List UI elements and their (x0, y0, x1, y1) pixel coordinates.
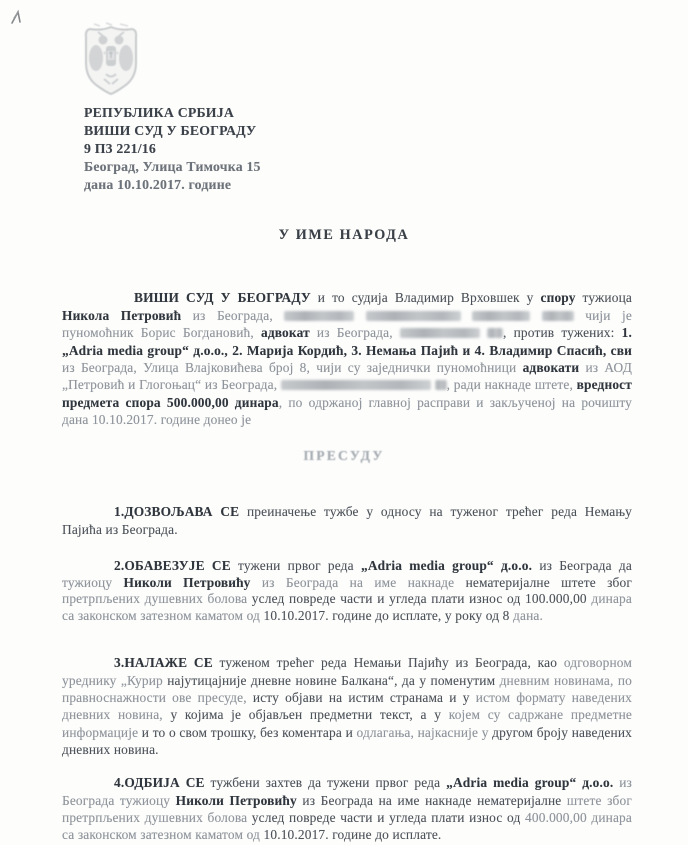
text-run: истом формату наведених дневних новина, (62, 689, 633, 723)
text-run: штете због претрпљених душевних болова (62, 792, 632, 825)
text-run: нематеријалне штете због (465, 574, 632, 590)
text-run: тужиоца (575, 290, 632, 306)
text-run: вредност предмета спора 500.000,00 динара (62, 377, 632, 410)
text-run: и то судија Владимир Врховшек у (310, 290, 541, 306)
text-run: дневним новинама, по правноснажности ове пресуде, (62, 672, 632, 705)
text-run: дана. (513, 607, 543, 623)
pen-mark-icon (9, 9, 27, 27)
redacted-text (281, 380, 431, 390)
redacted-text (284, 311, 354, 321)
redacted-text (366, 311, 461, 321)
in-the-name-of-the-people-heading: У ИМЕ НАРОДА (278, 227, 410, 243)
text-run: 4.ОДБИЈА СЕ (114, 775, 205, 791)
text-run: Николи Петровићу (123, 574, 251, 590)
text-run: 400.000,00 динара са законском затезном каматом од (62, 809, 632, 843)
text-run: исту објави на истим странама и у (252, 689, 476, 705)
header-line-case-number: 9 П3 221/16 (84, 141, 156, 156)
text-run: 10.10.2017. године до исплате, у року од 8 (263, 607, 514, 623)
judgment-point-2 (62, 558, 632, 624)
intro-paragraph (62, 289, 632, 428)
text-run: адвокат (261, 325, 310, 341)
court-header (84, 104, 261, 194)
text-run: најутицајније дневне новине Балкана“, да у поменутим (167, 672, 500, 688)
text-run: тужиоцу (62, 574, 124, 590)
text-run: „Adria media group“ д.о.о. (446, 775, 614, 791)
judgment-point-1 (62, 503, 632, 538)
text-run (530, 308, 541, 323)
header-line-republic: РЕПУБЛИКА СРБИЈА (84, 105, 235, 120)
header-line-address: Београд, Улица Тимочка 15 (84, 159, 261, 174)
text-run: 1. „Adria media group“ д.о.о., 2. Марија Кордић, 3. Немања Пајић и 4. Владимир Спасић, сви (62, 325, 632, 358)
text-run: из Београда на име накнаде (250, 574, 466, 590)
text-run: из Београда, (309, 325, 400, 341)
text-run (480, 325, 487, 340)
text-run: и то о свом трошку, без коментара и (141, 724, 357, 740)
text-run: из Београда да (532, 558, 632, 574)
text-run: 2.ОБАВЕЗУЈЕ СЕ (114, 558, 231, 574)
judgment-point-3 (62, 654, 632, 758)
text-run (461, 308, 472, 323)
header-line-court: ВИШИ СУД У БЕОГРАДУ (84, 123, 257, 138)
text-run: динара са законском затезном каматом од (62, 591, 632, 623)
redacted-text (472, 311, 530, 321)
text-run: у којима је објављен предметни текст, а у (170, 707, 449, 723)
text-run: ВИШИ СУД У БЕОГРАДУ (134, 290, 311, 306)
redacted-text (435, 380, 447, 390)
text-run: 3.НАЛАЖЕ СЕ (114, 655, 213, 671)
text-run: одговорном уреднику „Курир (62, 655, 632, 688)
text-run: 1.ДОЗВОЉАВА СЕ (114, 504, 240, 520)
text-run: , ради накнаде штете, (446, 377, 577, 393)
text-run: другом броју наведених дневних новина. (62, 724, 632, 757)
judgment-point-4 (62, 774, 632, 843)
text-run: , по одржаној главној расправи и закљученој на рочишту дана 10.10.2017. године донео је (62, 394, 633, 428)
text-run: тужбени захтев да тужени првог реда (204, 775, 447, 791)
text-run: којем су садржане предметне информације (62, 707, 633, 740)
redacted-text (487, 328, 503, 338)
text-run: из Београда, (181, 307, 285, 323)
text-run: спору (540, 290, 576, 306)
text-run: из АОД „Петровић и Глогоњац“ из Београда, (62, 360, 632, 393)
text-run (354, 308, 365, 323)
text-run: услед поврeде части и угледа плати износ од 100.000,00 (251, 591, 592, 607)
text-run: преиначење тужбе у односу на туженог трећег реда Немању Пајића из Београда. (62, 504, 632, 537)
text-run: из Београда на име накнаде нематеријалне (296, 792, 567, 808)
text-run: чији је (573, 307, 633, 323)
text-run: , против тужених: (502, 325, 622, 341)
text-run: из Београда, Улица Влајковићева број 8, чији су заједнички пуномоћници (62, 360, 523, 376)
text-run: 10.10.2017. године до исплате. (263, 827, 442, 843)
verdict-heading: ПРЕСУДУ (303, 448, 385, 463)
text-run: тужени првог реда (230, 558, 361, 574)
text-run: претрпљених душевних болова (62, 591, 252, 607)
text-run: адвокати (522, 360, 580, 376)
text-run: пуномоћник Борис Богдановић, (62, 325, 261, 341)
text-run: услед поврeде части и угледа плати износ од (251, 809, 526, 825)
text-run: туженом трећег реда Немањи Пајићу из Београда, као (212, 655, 564, 671)
text-run: Никола Петровић (62, 307, 182, 323)
header-line-date: дана 10.10.2017. године (84, 177, 232, 192)
redacted-text (400, 328, 480, 338)
redacted-text (542, 311, 574, 321)
text-run: Николи Петровићу (175, 792, 297, 808)
text-run: из Београда тужиоцу (62, 775, 632, 808)
text-run: „Adria media group“ д.о.о. (360, 558, 533, 574)
coat-of-arms-emblem (82, 22, 140, 98)
text-run: одлагања, најкасније у (356, 724, 493, 740)
